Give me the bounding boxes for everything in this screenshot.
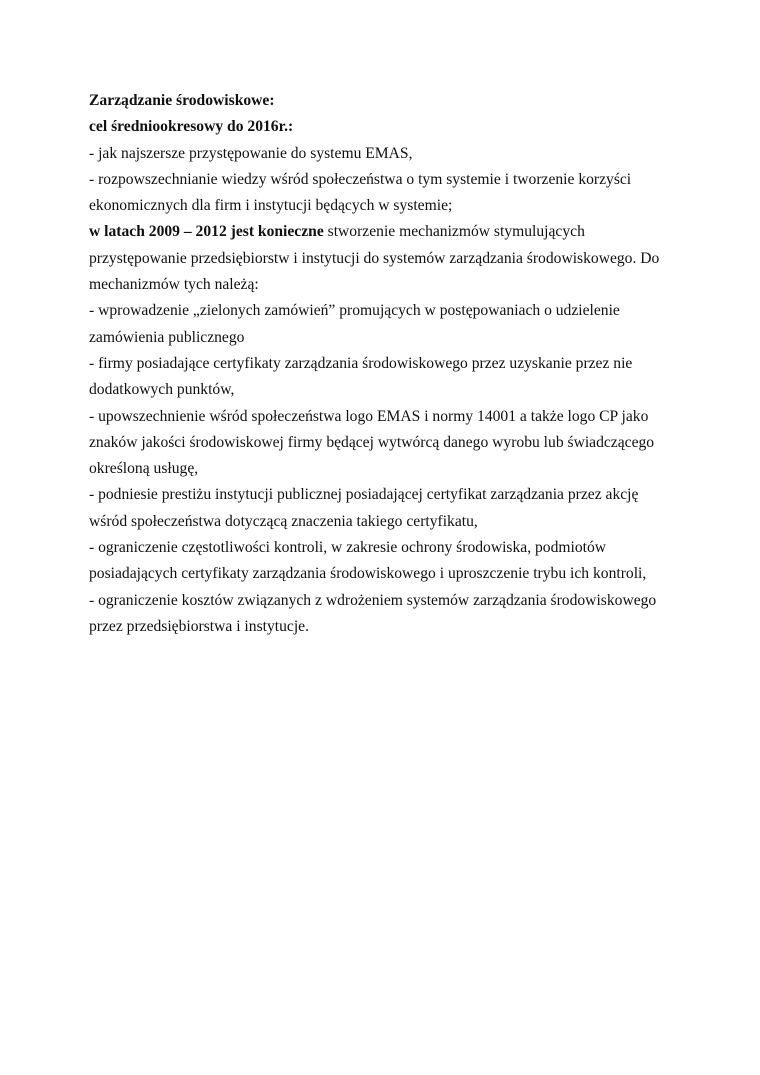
text-line: - firmy posiadające certyfikaty zarządzania środowiskowego przez uzyskanie przez nie	[89, 354, 633, 372]
text-line: zamówienia publicznego	[89, 328, 245, 346]
text-line: - upowszechnienie wśród społeczeństwa logo EMAS i normy 14001 a także logo CP jako	[89, 407, 649, 425]
document-body	[89, 88, 669, 640]
text-line: określoną usługę,	[89, 460, 199, 478]
heading-subtitle: cel średniookresowy do 2016r.:	[89, 118, 294, 136]
text-line: dodatkowych punktów,	[89, 381, 235, 399]
text-line: posiadających certyfikaty zarządzania środowiskowego i uproszczenie trybu ich kontroli,	[89, 565, 647, 583]
text-line-mixed	[89, 219, 669, 245]
text-line: - wprowadzenie „zielonych zamówień” promujących w postępowaniach o udzielenie	[89, 302, 620, 320]
text-line: - podniesie prestiżu instytucji publicznej posiadającej certyfikat zarządzania przez akcję	[89, 486, 639, 504]
text-line: - ograniczenie kosztów związanych z wdrożeniem systemów zarządzania środowiskowego	[89, 591, 657, 609]
text-line: - ograniczenie częstotliwości kontroli, w zakresie ochrony środowiska, podmiotów	[89, 539, 607, 557]
text-line: przystępowanie przedsiębiorstw i instytucji do systemów zarządzania środowiskowego. Do	[89, 249, 660, 267]
text-phrase: stworzenie mechanizmów stymulujących	[323, 223, 585, 241]
bold-phrase: w latach 2009 – 2012 jest konieczne	[89, 223, 324, 241]
heading-title: Zarządzanie środowiskowe:	[89, 92, 275, 109]
text-line: znaków jakości środowiskowej firmy będącej wytwórcą danego wyrobu lub świadczącego	[89, 433, 655, 451]
text-line: wśród społeczeństwa dotyczącą znaczenia takiego certyfikatu,	[89, 512, 478, 530]
text-line: mechanizmów tych należą:	[89, 276, 259, 294]
text-line: - rozpowszechnianie wiedzy wśród społeczeństwa o tym systemie i tworzenie korzyści	[89, 170, 632, 188]
text-line: ekonomicznych dla firm i instytucji będących w systemie;	[89, 197, 453, 215]
text-line: przez przedsiębiorstwa i instytucje.	[89, 617, 309, 635]
text-line: - jak najszersze przystępowanie do systemu EMAS,	[89, 144, 413, 162]
